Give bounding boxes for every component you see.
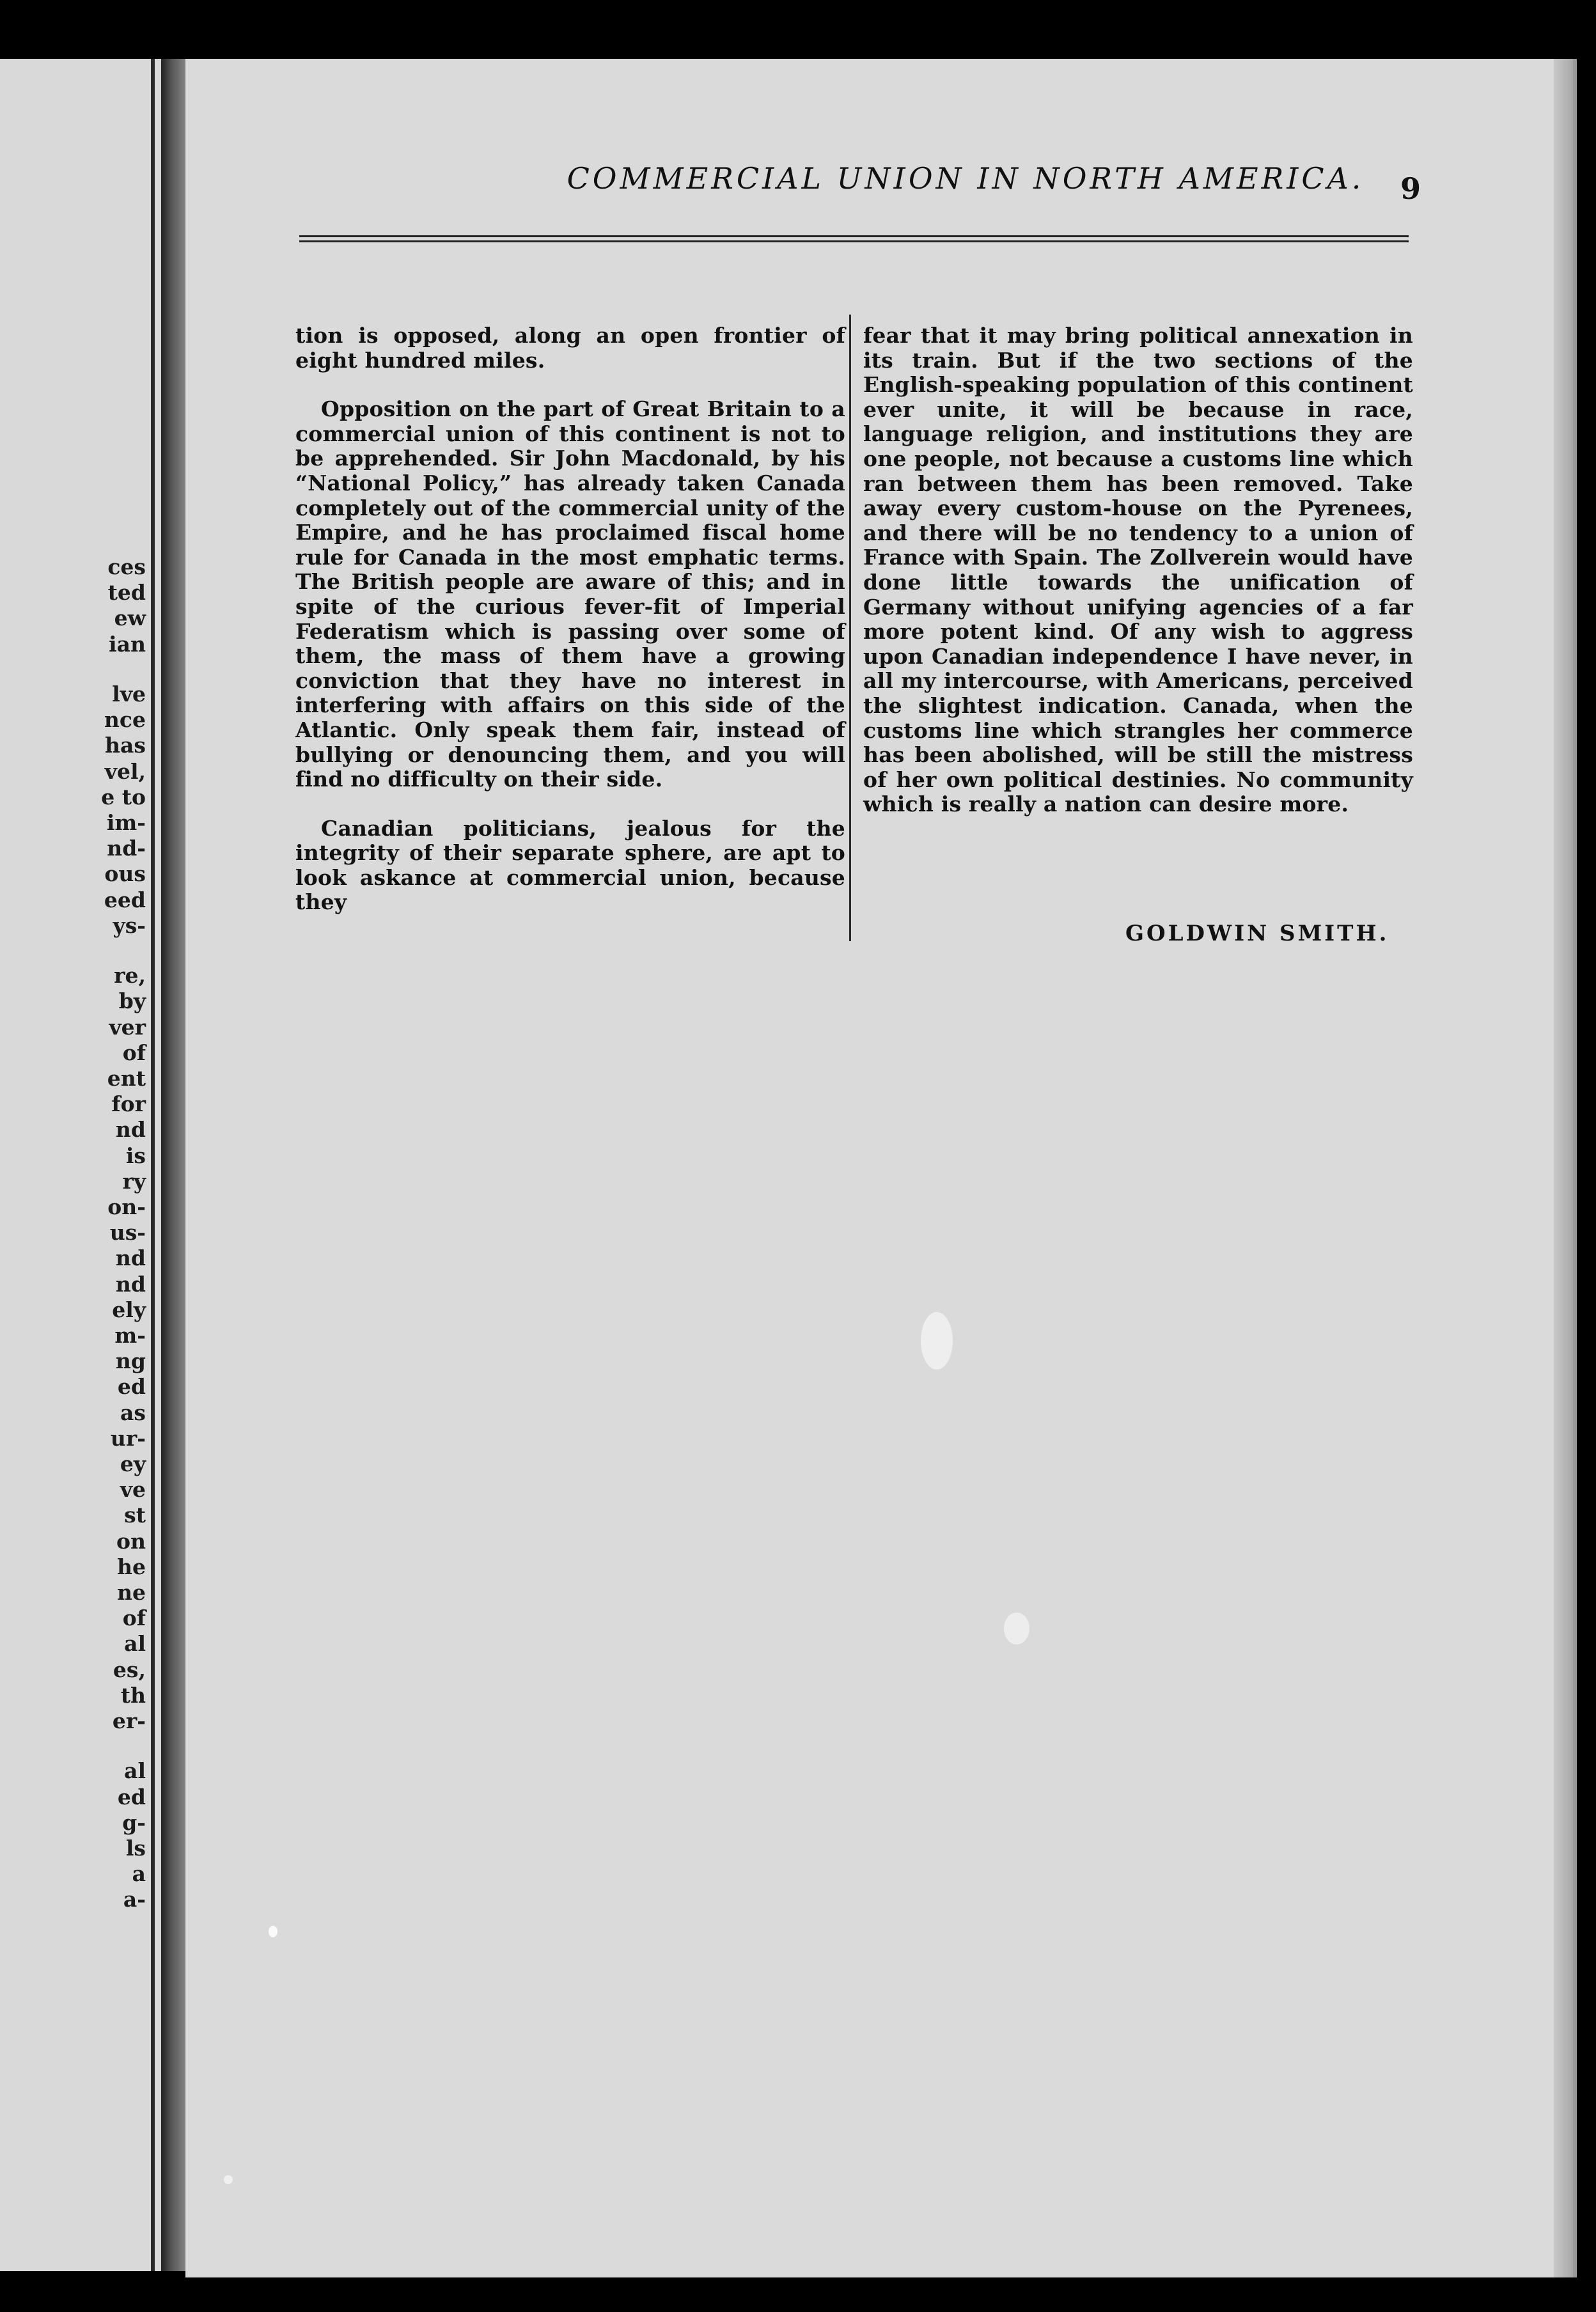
facing-page-fragment-line: ne xyxy=(117,1580,146,1605)
facing-page-fragment-line: e to xyxy=(101,785,146,809)
facing-page-fragment-line: is xyxy=(125,1143,146,1168)
facing-page-fragment-line: nd xyxy=(115,1246,146,1270)
column-divider xyxy=(849,315,851,941)
facing-page-fragment-line: ls xyxy=(125,1836,146,1861)
facing-page-fragment-line: ew xyxy=(114,605,146,630)
facing-page-fragment-line: for xyxy=(111,1091,146,1116)
facing-page-fragment-line: al xyxy=(124,1631,146,1656)
facing-page-fragment-line: ed xyxy=(117,1785,146,1809)
facing-page-fragment-line: vel, xyxy=(104,759,146,784)
paper-blemish xyxy=(1004,1613,1029,1644)
facing-page-fragment-line: nd- xyxy=(107,836,146,861)
facing-page-fragment-line: nce xyxy=(104,707,146,732)
paper-blemish xyxy=(269,1926,278,1937)
facing-page-fragment-line: ian xyxy=(109,632,146,657)
facing-page-fragment-line: ous xyxy=(104,861,146,886)
paragraph: Opposition on the part of Great Britain to a commercial union of this continent is not to be apprehended. Sir John Macdonald, by his “National Policy,” has already taken Canada completely out of the commercial unity of the Empire, and he has proclaimed fiscal home rule for Canada in the most emphatic terms. The British people are aware of this; and in spite of the curious fever-fit of Imperial Federatism which is passing over some of them, the mass of them have a growing conviction that they have no interest in interfering with affairs on this side of the Atlantic. Only speak them fair, instead of bullying or denouncing them, and you will find no difficulty on their side. xyxy=(295,396,845,792)
header-rule-top xyxy=(299,235,1409,237)
page-edge xyxy=(1554,59,1573,2277)
column-left xyxy=(295,324,845,915)
facing-page-fragment-line: nd xyxy=(115,1272,146,1297)
facing-page-fragment-line: a- xyxy=(123,1887,146,1912)
facing-page-fragment-line: of xyxy=(122,1040,146,1065)
facing-page-fragment-line: us- xyxy=(109,1220,146,1245)
facing-page-fragment-line: ted xyxy=(107,580,146,605)
facing-page-fragment-line: eed xyxy=(104,887,146,912)
facing-page-fragment-line: m- xyxy=(114,1323,146,1348)
paragraph: Canadian politicians, jealous for the integrity of their separate sphere, are apt to look askance at commercial union, because they xyxy=(295,815,845,915)
facing-page-fragment-line: has xyxy=(105,733,146,758)
facing-page-fragment-line: ry xyxy=(122,1169,146,1194)
paragraph: tion is opposed, along an open frontier of eight hundred miles. xyxy=(295,323,845,373)
facing-page-fragment-line: re, xyxy=(114,963,146,988)
facing-page-fragment-line: a xyxy=(132,1861,146,1886)
facing-page-fragment-line: th xyxy=(120,1683,146,1708)
facing-page-fragment-line: nd xyxy=(115,1117,146,1142)
facing-page-fragment-line: st xyxy=(124,1503,146,1527)
facing-page-fragment-line: ve xyxy=(120,1477,146,1502)
column-right xyxy=(863,324,1413,817)
facing-page-edge xyxy=(151,59,155,2271)
facing-page-fragment-line: ur- xyxy=(110,1426,146,1451)
facing-page-fragment-line: by xyxy=(118,988,146,1013)
running-head: COMMERCIAL UNION IN NORTH AMERICA. xyxy=(567,161,1365,196)
facing-page-fragment-line: es, xyxy=(113,1657,146,1682)
paper-blemish xyxy=(224,2175,233,2184)
header-rule-bottom xyxy=(299,240,1409,242)
facing-page-fragment-line: on xyxy=(116,1529,146,1554)
facing-page-fragment-line: ver xyxy=(109,1015,146,1040)
facing-page-fragment-line: al xyxy=(124,1758,146,1783)
facing-page-fragment-line: of xyxy=(122,1605,146,1630)
page-number: 9 xyxy=(1400,171,1421,206)
facing-page-fragment-line: ys- xyxy=(113,913,146,938)
paper-blemish xyxy=(921,1312,953,1370)
facing-page-fragment-line: he xyxy=(117,1554,146,1579)
facing-page-fragment-line: er- xyxy=(112,1708,146,1733)
facing-page-fragment-line: g- xyxy=(122,1810,146,1835)
facing-page-fragment-line: lve xyxy=(112,682,146,707)
author-signature: GOLDWIN SMITH. xyxy=(1125,921,1389,946)
facing-page-fragment xyxy=(0,59,161,2271)
facing-page-fragment-line: ent xyxy=(107,1066,146,1091)
facing-page-fragment-line: im- xyxy=(106,810,146,835)
paragraph: fear that it may bring political annexation in its train. But if the two sections of the English-speaking population of this continent ever unite, it will be because in race, language religion, and institutions they are one people, not because a customs line which ran between them has been removed. Take away every custom-house on the Pyrenees, and there will be no tendency to a union of France with Spain. The Zollverein would have done little towards the unification of Germany without unifying agencies of a far more potent kind. Of any wish to aggress upon Canadian independence I have never, in all my intercourse, with Americans, perceived the slightest indication. Canada, when the customs line which strangles her commerce has been abolished, will be still the mistress of her own political destinies. No community which is really a nation can desire more. xyxy=(863,323,1413,817)
facing-page-fragment-line: ely xyxy=(112,1297,146,1322)
page xyxy=(185,59,1577,2277)
facing-page-fragment-line: ces xyxy=(107,554,146,579)
facing-page-fragment-line: ed xyxy=(117,1374,146,1399)
facing-page-fragment-line: ng xyxy=(115,1348,146,1373)
facing-page-fragment-line: as xyxy=(120,1400,146,1425)
facing-page-fragment-line: on- xyxy=(107,1194,146,1219)
book-gutter xyxy=(161,59,187,2271)
facing-page-fragment-line: ey xyxy=(120,1451,146,1476)
